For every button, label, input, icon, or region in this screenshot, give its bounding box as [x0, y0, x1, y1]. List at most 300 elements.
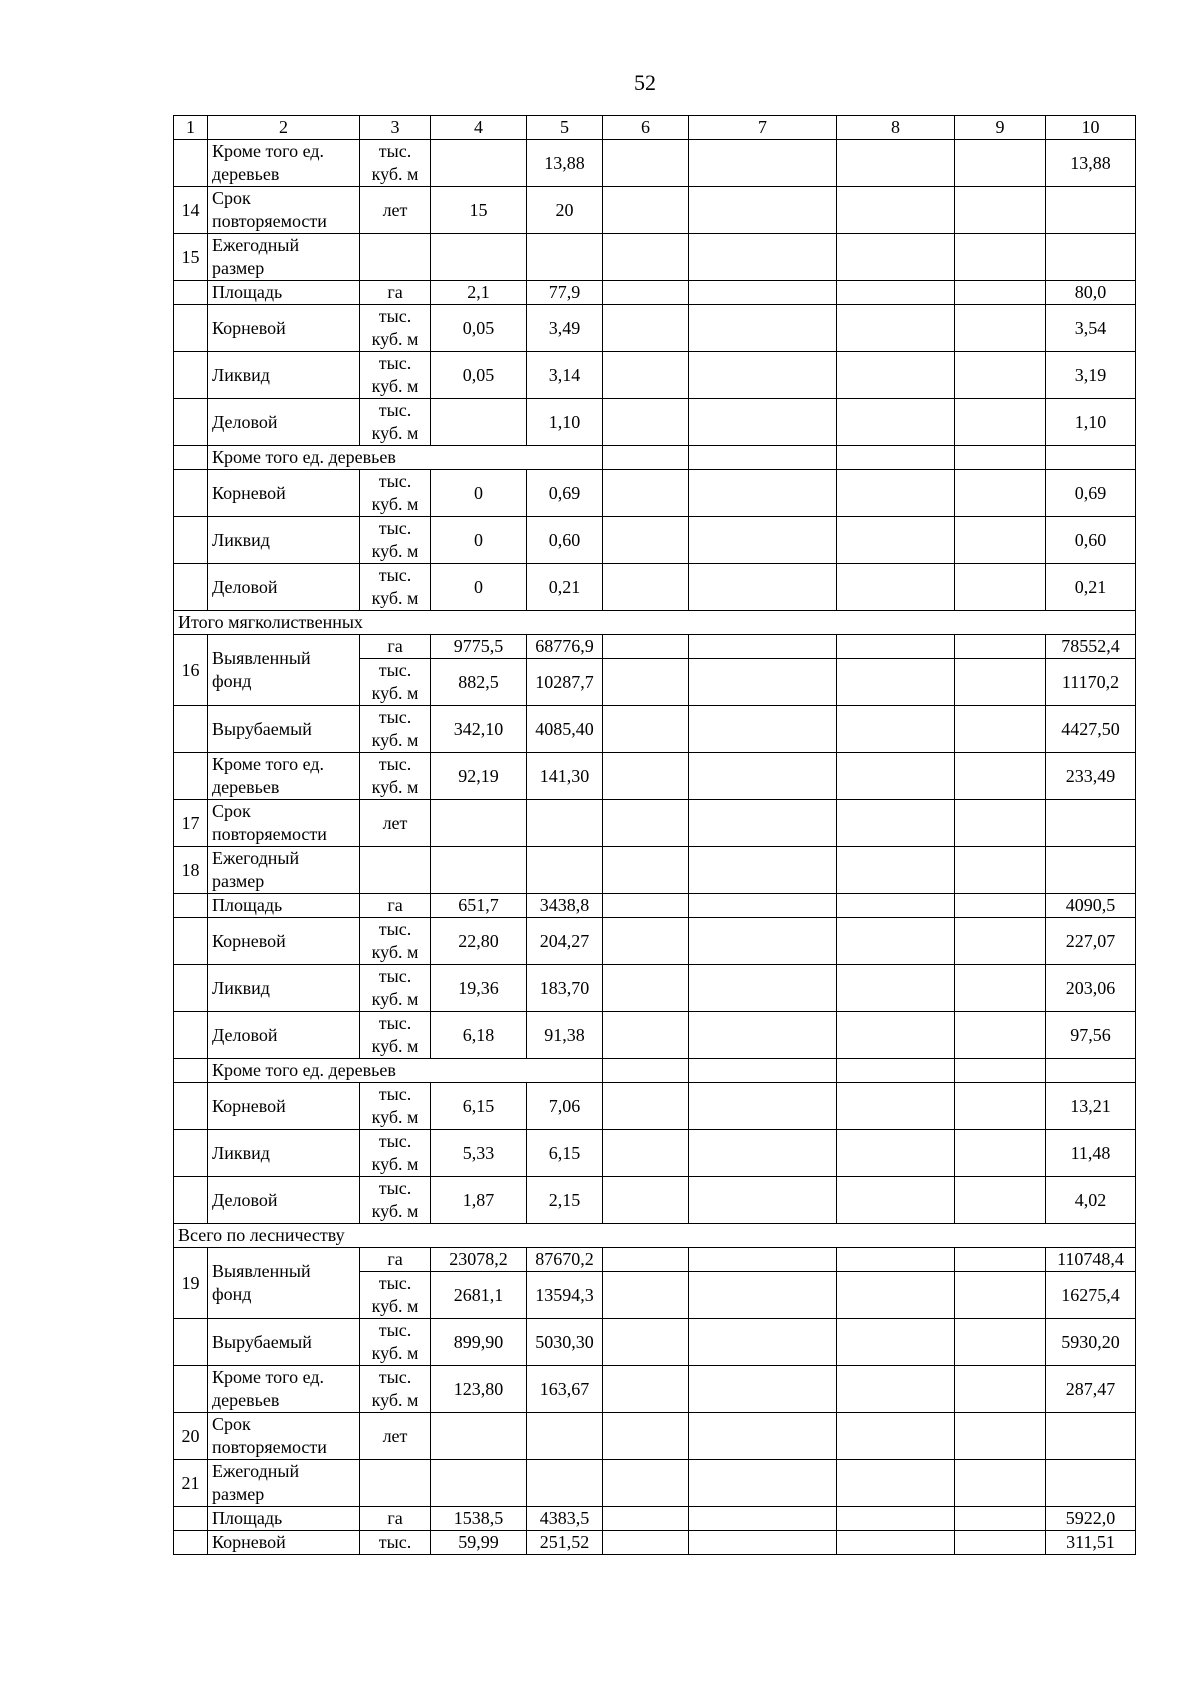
empty-cell	[955, 305, 1046, 352]
empty-cell	[837, 894, 955, 918]
table-row	[174, 1083, 1136, 1130]
row-number	[174, 352, 208, 399]
row-label: Срок повторяемости	[208, 1413, 360, 1460]
empty-cell	[837, 399, 955, 446]
table-row	[174, 1319, 1136, 1366]
empty-cell	[689, 1130, 837, 1177]
table-row	[174, 965, 1136, 1012]
row-label: Корневой	[208, 470, 360, 517]
column-header: 6	[603, 116, 689, 140]
row-label: Корневой	[208, 1083, 360, 1130]
value-total	[1046, 800, 1136, 847]
row-label: Срок повторяемости	[208, 187, 360, 234]
value-col4	[431, 1460, 527, 1507]
table-row	[174, 706, 1136, 753]
empty-cell	[689, 800, 837, 847]
row-label: Ликвид	[208, 517, 360, 564]
value-total: 0,21	[1046, 564, 1136, 611]
empty-cell	[603, 1012, 689, 1059]
value-col4	[431, 399, 527, 446]
empty-cell	[837, 517, 955, 564]
empty-cell	[955, 564, 1046, 611]
empty-cell	[955, 1319, 1046, 1366]
row-number	[174, 1507, 208, 1531]
empty-cell	[955, 1413, 1046, 1460]
empty-cell	[955, 965, 1046, 1012]
empty-cell	[955, 1248, 1046, 1272]
row-number	[174, 1130, 208, 1177]
row-number	[174, 753, 208, 800]
empty-cell	[955, 847, 1046, 894]
row-label: Кроме того ед. деревьев	[208, 1366, 360, 1413]
empty-cell	[837, 847, 955, 894]
empty-cell	[837, 1319, 955, 1366]
empty-cell	[689, 352, 837, 399]
row-number: 21	[174, 1460, 208, 1507]
empty-cell	[689, 894, 837, 918]
empty-cell	[955, 281, 1046, 305]
column-header: 4	[431, 116, 527, 140]
row-number	[174, 305, 208, 352]
row-number	[174, 894, 208, 918]
row-label: Ежегодный размер	[208, 847, 360, 894]
empty-cell	[689, 140, 837, 187]
empty-cell	[689, 470, 837, 517]
empty-cell	[603, 965, 689, 1012]
value-total: 11,48	[1046, 1130, 1136, 1177]
empty-cell	[955, 1130, 1046, 1177]
value-total: 13,88	[1046, 140, 1136, 187]
empty-cell	[689, 1531, 837, 1555]
empty-cell	[689, 1272, 837, 1319]
empty-cell	[955, 517, 1046, 564]
empty-cell	[689, 1177, 837, 1224]
unit-cell: тыс. куб. м	[360, 1130, 431, 1177]
empty-cell	[837, 1531, 955, 1555]
value-col5: 3438,8	[527, 894, 603, 918]
value-col5: 251,52	[527, 1531, 603, 1555]
row-number	[174, 706, 208, 753]
empty-cell	[837, 564, 955, 611]
empty-cell	[603, 659, 689, 706]
row-number	[174, 564, 208, 611]
empty-cell	[837, 140, 955, 187]
empty-cell	[955, 399, 1046, 446]
empty-cell	[837, 187, 955, 234]
empty-cell	[837, 1272, 955, 1319]
value-total: 110748,4	[1046, 1248, 1136, 1272]
row-label: Площадь	[208, 281, 360, 305]
value-col5: 77,9	[527, 281, 603, 305]
column-header: 9	[955, 116, 1046, 140]
unit-cell: тыс. куб. м	[360, 305, 431, 352]
table-row	[174, 517, 1136, 564]
value-total: 5930,20	[1046, 1319, 1136, 1366]
row-number: 18	[174, 847, 208, 894]
empty-cell	[603, 1531, 689, 1555]
value-col4	[431, 847, 527, 894]
unit-cell: тыс. куб. м	[360, 753, 431, 800]
empty-cell	[955, 352, 1046, 399]
row-label: Ликвид	[208, 965, 360, 1012]
value-total: 5922,0	[1046, 1507, 1136, 1531]
row-number: 20	[174, 1413, 208, 1460]
value-total	[1046, 1413, 1136, 1460]
value-col5: 3,14	[527, 352, 603, 399]
empty-cell	[837, 918, 955, 965]
value-total: 13,21	[1046, 1083, 1136, 1130]
unit-cell: лет	[360, 187, 431, 234]
value-col4: 0,05	[431, 305, 527, 352]
value-col5: 141,30	[527, 753, 603, 800]
row-label: Ликвид	[208, 1130, 360, 1177]
empty-cell	[837, 281, 955, 305]
value-col5	[527, 1460, 603, 1507]
unit-cell: тыс. куб. м	[360, 399, 431, 446]
empty-cell	[837, 1130, 955, 1177]
value-col5: 20	[527, 187, 603, 234]
unit-cell: тыс. куб. м	[360, 1366, 431, 1413]
value-total: 233,49	[1046, 753, 1136, 800]
value-col4: 15	[431, 187, 527, 234]
empty-cell	[689, 965, 837, 1012]
empty-cell	[837, 1413, 955, 1460]
value-col4	[431, 1413, 527, 1460]
row-label: Корневой	[208, 1531, 360, 1555]
empty-cell	[603, 564, 689, 611]
value-col5: 163,67	[527, 1366, 603, 1413]
row-label: Вырубаемый	[208, 706, 360, 753]
table-row	[174, 399, 1136, 446]
empty-cell	[689, 918, 837, 965]
page-number: 52	[634, 70, 656, 95]
empty-cell	[689, 659, 837, 706]
row-number: 17	[174, 800, 208, 847]
empty-cell	[837, 305, 955, 352]
empty-cell	[955, 187, 1046, 234]
empty-cell	[837, 1012, 955, 1059]
row-number: 14	[174, 187, 208, 234]
table-row	[174, 1130, 1136, 1177]
value-total: 311,51	[1046, 1531, 1136, 1555]
empty-cell	[689, 1059, 837, 1083]
table-row	[174, 1531, 1136, 1555]
value-col4: 6,15	[431, 1083, 527, 1130]
table-row	[174, 140, 1136, 187]
row-number	[174, 517, 208, 564]
table-row	[174, 1460, 1136, 1507]
value-total	[1046, 847, 1136, 894]
row-label: Вырубаемый	[208, 1319, 360, 1366]
value-total: 287,47	[1046, 1366, 1136, 1413]
row-number: 15	[174, 234, 208, 281]
value-total: 3,19	[1046, 352, 1136, 399]
column-header: 10	[1046, 116, 1136, 140]
empty-cell	[837, 800, 955, 847]
value-col5: 0,21	[527, 564, 603, 611]
row-label: Корневой	[208, 918, 360, 965]
row-number	[174, 1083, 208, 1130]
row-number: 19	[174, 1248, 208, 1319]
value-col4: 1,87	[431, 1177, 527, 1224]
value-col4: 123,80	[431, 1366, 527, 1413]
column-header: 7	[689, 116, 837, 140]
value-col5: 4383,5	[527, 1507, 603, 1531]
row-label: Выявленный фонд	[208, 1248, 360, 1319]
value-col5	[527, 847, 603, 894]
header-row	[174, 116, 1136, 140]
row-label: Кроме того ед. деревьев	[208, 140, 360, 187]
unit-cell: тыс. куб. м	[360, 1319, 431, 1366]
value-col4: 2681,1	[431, 1272, 527, 1319]
value-total: 80,0	[1046, 281, 1136, 305]
row-label: Ежегодный размер	[208, 234, 360, 281]
value-total	[1046, 187, 1136, 234]
empty-cell	[955, 635, 1046, 659]
empty-cell	[955, 1507, 1046, 1531]
unit-cell: тыс. куб. м	[360, 352, 431, 399]
unit-cell: лет	[360, 800, 431, 847]
empty-cell	[689, 305, 837, 352]
value-col5	[527, 1413, 603, 1460]
empty-cell	[603, 1248, 689, 1272]
table-row	[174, 800, 1136, 847]
row-number	[174, 1366, 208, 1413]
value-col4: 2,1	[431, 281, 527, 305]
value-total: 1,10	[1046, 399, 1136, 446]
unit-cell: тыс. куб. м	[360, 659, 431, 706]
empty-cell	[837, 1059, 955, 1083]
empty-cell	[603, 234, 689, 281]
value-col5: 4085,40	[527, 706, 603, 753]
value-col5: 13594,3	[527, 1272, 603, 1319]
value-total: 203,06	[1046, 965, 1136, 1012]
value-col4: 1538,5	[431, 1507, 527, 1531]
table-row	[174, 847, 1136, 894]
row-label: Кроме того ед. деревьев	[208, 753, 360, 800]
section-title: Всего по лесничеству	[174, 1224, 1136, 1248]
empty-cell	[689, 1413, 837, 1460]
value-col4: 342,10	[431, 706, 527, 753]
row-number	[174, 1177, 208, 1224]
value-col5: 183,70	[527, 965, 603, 1012]
value-total: 78552,4	[1046, 635, 1136, 659]
empty-cell	[955, 470, 1046, 517]
empty-cell	[837, 706, 955, 753]
empty-cell	[689, 1507, 837, 1531]
table-row	[174, 352, 1136, 399]
value-col4: 0	[431, 517, 527, 564]
column-header: 3	[360, 116, 431, 140]
unit-cell: га	[360, 1507, 431, 1531]
section-row	[174, 1224, 1136, 1248]
empty-cell	[837, 635, 955, 659]
empty-cell	[837, 1507, 955, 1531]
row-label: Деловой	[208, 1177, 360, 1224]
unit-cell: лет	[360, 1413, 431, 1460]
table-row	[174, 1413, 1136, 1460]
empty-cell	[603, 1059, 689, 1083]
empty-cell	[603, 399, 689, 446]
empty-cell	[837, 1083, 955, 1130]
empty-cell	[1046, 446, 1136, 470]
empty-cell	[689, 1248, 837, 1272]
empty-cell	[837, 446, 955, 470]
empty-cell	[837, 659, 955, 706]
table-row	[174, 1507, 1136, 1531]
table-row	[174, 470, 1136, 517]
value-col5: 204,27	[527, 918, 603, 965]
value-col5: 68776,9	[527, 635, 603, 659]
empty-cell	[955, 446, 1046, 470]
value-col4: 0	[431, 470, 527, 517]
subheader-label: Кроме того ед. деревьев	[208, 446, 603, 470]
unit-cell: тыс. куб. м	[360, 564, 431, 611]
unit-cell: га	[360, 894, 431, 918]
value-col4	[431, 234, 527, 281]
table-row	[174, 187, 1136, 234]
unit-cell: тыс. куб. м	[360, 1272, 431, 1319]
empty-cell	[689, 234, 837, 281]
empty-cell	[689, 517, 837, 564]
value-col4	[431, 140, 527, 187]
empty-cell	[174, 446, 208, 470]
empty-cell	[689, 1012, 837, 1059]
unit-cell: тыс. куб. м	[360, 965, 431, 1012]
empty-cell	[603, 305, 689, 352]
empty-cell	[955, 1012, 1046, 1059]
empty-cell	[837, 753, 955, 800]
row-label: Деловой	[208, 399, 360, 446]
empty-cell	[603, 918, 689, 965]
value-col5: 5030,30	[527, 1319, 603, 1366]
empty-cell	[603, 894, 689, 918]
unit-cell: тыс. куб. м	[360, 470, 431, 517]
empty-cell	[603, 187, 689, 234]
table-row	[174, 1248, 1136, 1272]
empty-cell	[837, 352, 955, 399]
value-total: 0,69	[1046, 470, 1136, 517]
empty-cell	[603, 706, 689, 753]
unit-cell: тыс. куб. м	[360, 140, 431, 187]
empty-cell	[603, 1460, 689, 1507]
empty-cell	[837, 1177, 955, 1224]
unit-cell: тыс. куб. м	[360, 1177, 431, 1224]
table-row	[174, 753, 1136, 800]
value-col5: 6,15	[527, 1130, 603, 1177]
value-col4: 899,90	[431, 1319, 527, 1366]
row-number	[174, 470, 208, 517]
unit-cell: тыс. куб. м	[360, 1012, 431, 1059]
unit-cell	[360, 847, 431, 894]
value-col4: 9775,5	[431, 635, 527, 659]
empty-cell	[955, 234, 1046, 281]
empty-cell	[955, 1083, 1046, 1130]
row-number	[174, 399, 208, 446]
value-col5: 87670,2	[527, 1248, 603, 1272]
column-header: 5	[527, 116, 603, 140]
value-col4: 6,18	[431, 1012, 527, 1059]
column-header: 2	[208, 116, 360, 140]
value-col4: 0	[431, 564, 527, 611]
empty-cell	[689, 753, 837, 800]
value-total: 16275,4	[1046, 1272, 1136, 1319]
value-col5: 0,69	[527, 470, 603, 517]
empty-cell	[603, 847, 689, 894]
empty-cell	[955, 1460, 1046, 1507]
unit-cell: га	[360, 281, 431, 305]
empty-cell	[689, 847, 837, 894]
empty-cell	[689, 1083, 837, 1130]
unit-cell: тыс. куб. м	[360, 706, 431, 753]
subheader-row	[174, 1059, 1136, 1083]
empty-cell	[689, 706, 837, 753]
empty-cell	[603, 800, 689, 847]
section-row	[174, 611, 1136, 635]
row-number	[174, 1531, 208, 1555]
empty-cell	[603, 1366, 689, 1413]
table-row	[174, 564, 1136, 611]
row-number	[174, 1012, 208, 1059]
value-col4: 19,36	[431, 965, 527, 1012]
empty-cell	[603, 753, 689, 800]
empty-cell	[603, 1083, 689, 1130]
table-row	[174, 635, 1136, 659]
table-row	[174, 1366, 1136, 1413]
value-col4: 651,7	[431, 894, 527, 918]
unit-cell	[360, 1460, 431, 1507]
empty-cell	[955, 1531, 1046, 1555]
value-col5: 0,60	[527, 517, 603, 564]
table-row	[174, 1177, 1136, 1224]
empty-cell	[689, 1366, 837, 1413]
row-label: Срок повторяемости	[208, 800, 360, 847]
table-row	[174, 281, 1136, 305]
value-total: 0,60	[1046, 517, 1136, 564]
empty-cell	[689, 399, 837, 446]
empty-cell	[174, 1059, 208, 1083]
empty-cell	[603, 281, 689, 305]
empty-cell	[837, 965, 955, 1012]
empty-cell	[689, 187, 837, 234]
value-col5: 13,88	[527, 140, 603, 187]
unit-cell: тыс.	[360, 1531, 431, 1555]
empty-cell	[603, 517, 689, 564]
table-row	[174, 234, 1136, 281]
empty-cell	[603, 1177, 689, 1224]
value-col4: 59,99	[431, 1531, 527, 1555]
value-col5	[527, 234, 603, 281]
empty-cell	[689, 1319, 837, 1366]
empty-cell	[603, 1507, 689, 1531]
row-label: Площадь	[208, 894, 360, 918]
value-col4: 23078,2	[431, 1248, 527, 1272]
empty-cell	[603, 352, 689, 399]
column-header: 8	[837, 116, 955, 140]
value-col4: 0,05	[431, 352, 527, 399]
empty-cell	[1046, 1059, 1136, 1083]
empty-cell	[603, 1413, 689, 1460]
table-row	[174, 918, 1136, 965]
subheader-row	[174, 446, 1136, 470]
subheader-label: Кроме того ед. деревьев	[208, 1059, 603, 1083]
empty-cell	[837, 1248, 955, 1272]
value-total	[1046, 1460, 1136, 1507]
empty-cell	[955, 659, 1046, 706]
empty-cell	[603, 1272, 689, 1319]
row-number	[174, 140, 208, 187]
value-col4: 92,19	[431, 753, 527, 800]
